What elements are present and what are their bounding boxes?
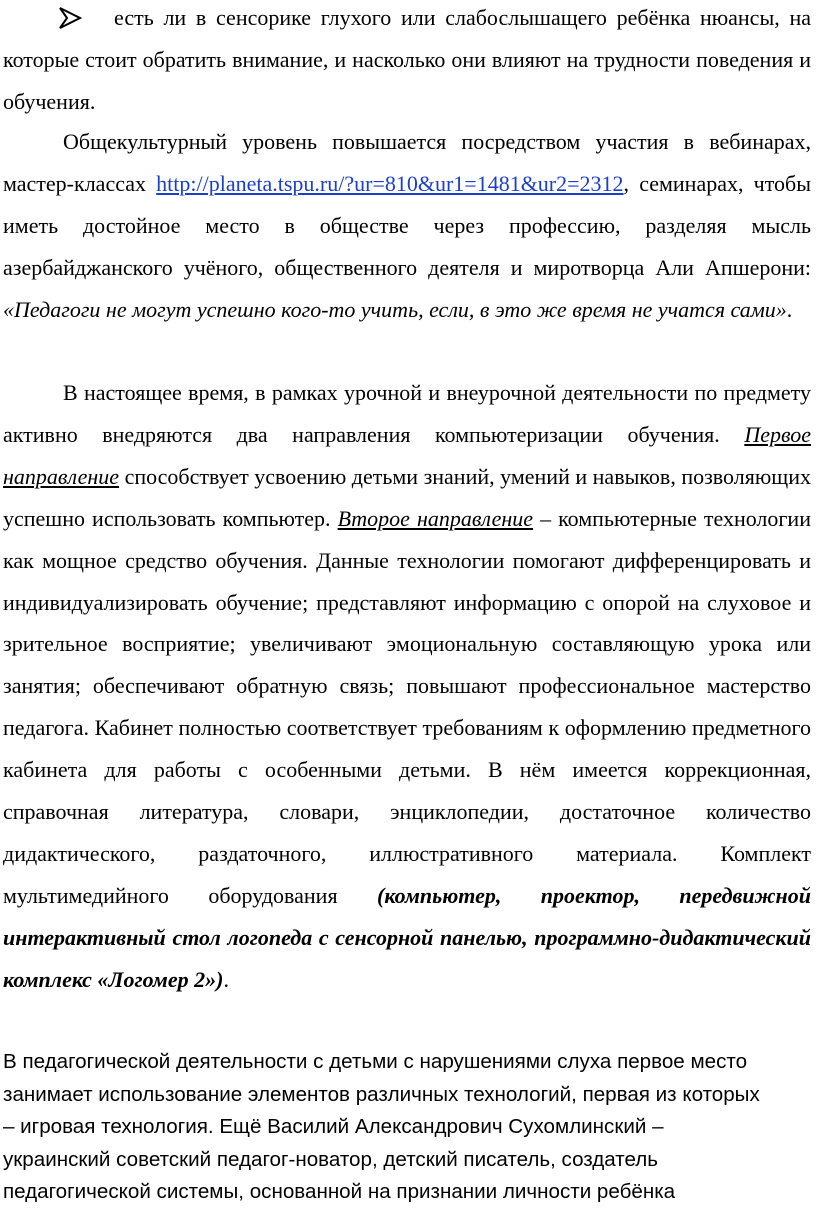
- paragraph3-line: – игровая технология. Ещё Василий Александрович Сухомлинский –: [3, 1115, 664, 1139]
- paragraph2-intro: В настоящее время, в рамках урочной и внеурочной деятельности по предмету активно внедряются два направления компьютеризации обучения.: [3, 380, 811, 447]
- paragraph3-line: украинский советский педагог-новатор, детский писатель, создатель: [3, 1147, 659, 1171]
- first-direction-term: Первое направление: [3, 421, 811, 489]
- paragraph1-end: .: [786, 296, 793, 322]
- paragraph-game-technology: [3, 1046, 815, 1209]
- first-direction-text: способствует усвоению детьми знаний, умений и навыков, позволяющих успешно использовать компьютер.: [3, 463, 811, 531]
- paragraph3-line: В педагогической деятельности с детьми с нарушениями слуха первое место: [3, 1050, 748, 1073]
- bullet-paragraph: [3, 0, 811, 123]
- planeta-link[interactable]: http://planeta.tspu.ru/?ur=810&ur1=1481&ur2=2312: [156, 170, 624, 196]
- paragraph3-line: занимает использование элементов различных технологий, первая из которых: [3, 1082, 760, 1106]
- apsheroni-quote: «Педагоги не могут успешно кого-то учить, если, в это же время не учатся сами»: [3, 296, 787, 322]
- paragraph-professional-development: [3, 121, 811, 331]
- paragraph2-end: .: [223, 966, 229, 992]
- equipment-list: (компьютер, проектор, передвижной интерактивный стол логопеда с сенсорной панелью, программно-дидактический комплекс «Логомер 2»): [3, 882, 811, 992]
- bullet-text: есть ли в сенсорике глухого или слабослышащего ребёнка нюансы, на которые стоит обратить внимание, и насколько они влияют на трудности поведения и обучения.: [3, 5, 811, 114]
- second-direction-term: Второе направление: [337, 505, 534, 531]
- second-direction-text: – компьютерные технологии как мощное средство обучения. Данные технологии помогают дифференцировать и индивидуализировать обучение; представляют информацию с опорой на слуховое и зрительное восприятие; увеличивают эмоциональную составляющую урока или занятия; обеспечивают обратную связь; повышают профессиональное мастерство педагога. Кабинет полностью соответствует требованиям к оформлению предметного кабинета для работы с особенными детьми. В нём имеется коррекционная, справочная литература, словари, энциклопедии, достаточное количество дидактического, раздаточного, иллюстративного материала. Комплект мультимедийного оборудования: [3, 505, 811, 908]
- paragraph1-text-middle: , семинарах, чтобы иметь достойное место в обществе через профессию, разделяя мысль азербайджанского учёного, общественного деятеля и миротворца Али Апшерони:: [3, 170, 811, 280]
- paragraph1-text-start: Общекультурный уровень повышается посредством участия в вебинарах, мастер-классах: [3, 129, 811, 196]
- paragraph3-line: педагогической системы, основанной на признании личности ребёнка: [3, 1180, 676, 1204]
- paragraph-computerization: [3, 372, 811, 1001]
